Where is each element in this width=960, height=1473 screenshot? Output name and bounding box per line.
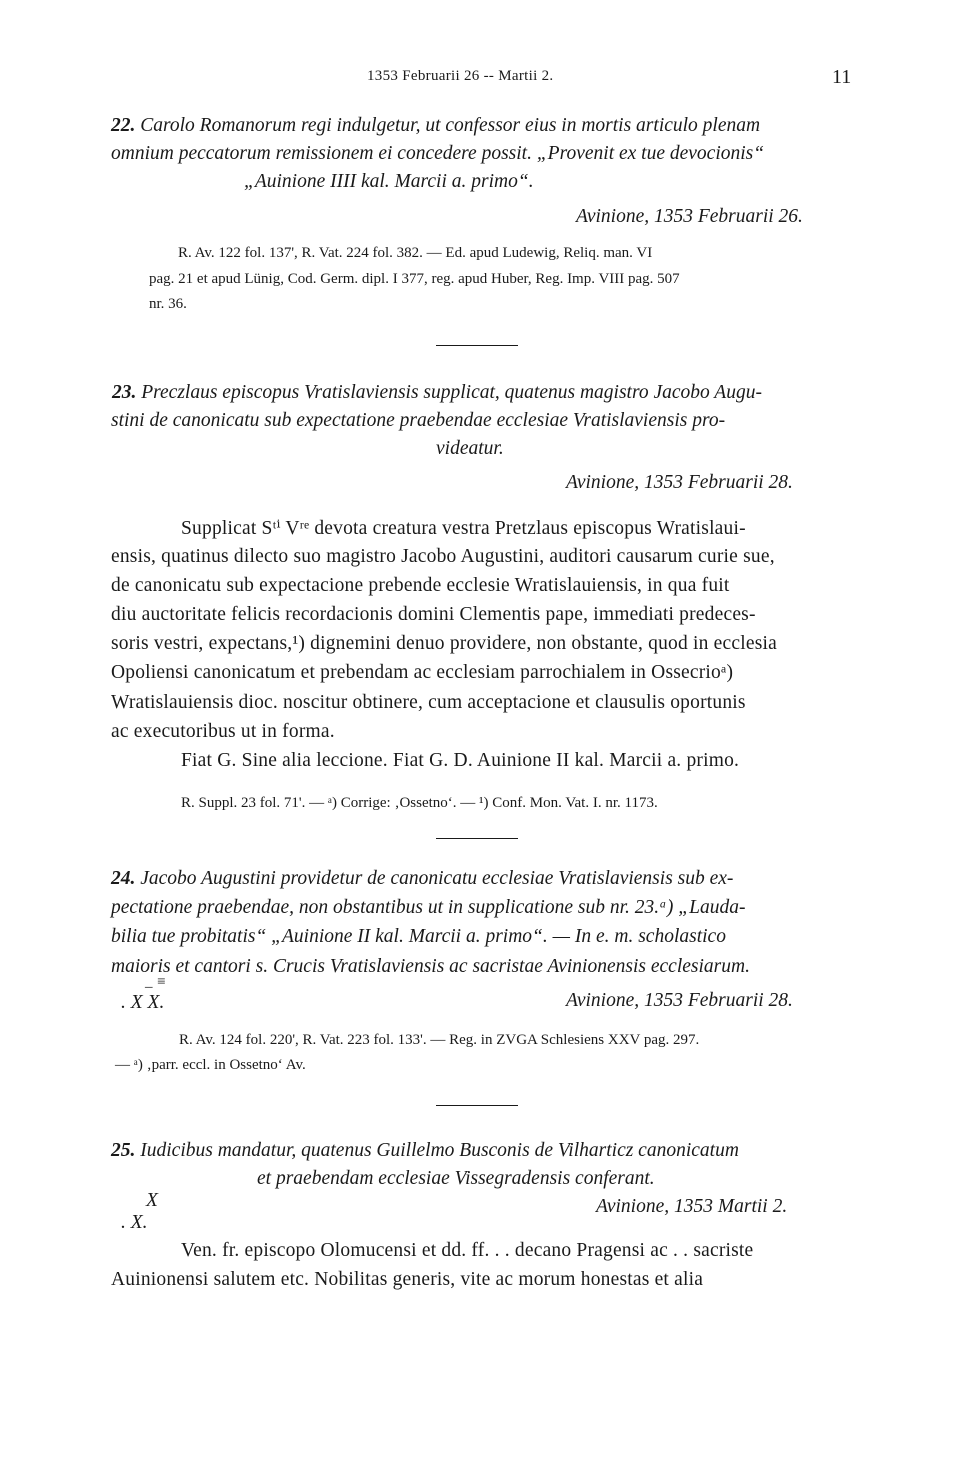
entry-24-source-2: — ᵃ) ‚parr. eccl. in Ossetno‘ Av. [115,1057,306,1073]
entry-25-line-2: et praebendam ecclesiae Vissegradensis conferant. [257,1168,655,1189]
entry-24-line-1 [111,868,733,890]
divider-3 [436,1105,518,1106]
entry-23-body-1: Supplicat Sᵗⁱ Vʳᵉ devota creatura vestra Pretzlaus episcopus Wratislaui- [181,518,746,539]
entry-22-place-date: Avinione, 1353 Februarii 26. [576,206,803,227]
entry-23-note: R. Suppl. 23 fol. 71'. — ᵃ) Corrige: ‚Ossetno‘. — ¹) Conf. Mon. Vat. I. nr. 1173. [181,795,658,811]
entry-24-place-date: Avinione, 1353 Februarii 28. [566,990,793,1011]
entry-23-body-4: diu auctoritate felicis recordacionis domini Clementis pape, immediati predeces- [111,604,756,625]
entry-22-source-2: pag. 21 et apud Lünig, Cod. Germ. dipl. I 377, reg. apud Huber, Reg. Imp. VIII pag. 507 [149,271,680,287]
entry-23-line-2: stini de canonicatu sub expectatione praebendae ecclesiae Vratislaviensis pro- [111,410,726,431]
entry-22-source-3: nr. 36. [149,296,187,312]
entry-23-line-3: videatur. [436,438,504,459]
entry-24-line-4: maioris et cantori s. Crucis Vratislaviensis ac sacristae Avinionensis ecclesiarum. [111,956,750,977]
page-number: 11 [832,66,852,88]
entry-24-mark-top: _ ≡ [145,974,167,990]
entry-25-title-1: Iudicibus mandatur, quatenus Guillelmo Busconis de Vilharticz canonicatum [140,1140,739,1161]
entry-22-source-1: R. Av. 122 fol. 137', R. Vat. 224 fol. 382. — Ed. apud Ludewig, Reliq. man. VI [178,245,653,261]
running-title: 1353 Februarii 26 -- Martii 2. [367,68,554,84]
entry-23-body-2: ensis, quatinus dilecto suo magistro Jacobo Augustini, auditori causarum curie sue, [111,546,775,567]
entry-22-line-1 [111,115,760,137]
entry-24-title-1: Jacobo Augustini providetur de canonicatu ecclesiae Vratislaviensis sub ex- [140,868,734,889]
entry-22-title-1: Carolo Romanorum regi indulgetur, ut confessor eius in mortis articulo plenam [140,115,761,136]
entry-24-line-3: bilia tue probitatis“ „Auinione II kal. Marcii a. primo“. — In e. m. scholastico [111,926,726,947]
entry-25-place-date: Avinione, 1353 Martii 2. [596,1196,788,1217]
entry-23-fiat: Fiat G. Sine alia leccione. Fiat G. D. Auinione II kal. Marcii a. primo. [181,750,740,771]
divider-2 [436,838,518,839]
entry-24-number: 24. [111,868,136,889]
entry-25-line-1 [111,1140,739,1162]
entry-23-body-3: de canonicatu sub expectacione prebende ecclesie Wratislauiensis, in qua fuit [111,575,730,596]
entry-23-number: 23. [112,382,137,403]
entry-23-body-8: ac executoribus ut in forma. [111,721,335,742]
entry-24-mark: . X X. [121,992,165,1013]
entry-24-source-1: R. Av. 124 fol. 220', R. Vat. 223 fol. 133'. — Reg. in ZVGA Schlesiens XXV pag. 297. [179,1032,700,1048]
entry-25-body-2: Auinionensi salutem etc. Nobilitas generis, vite ac morum honestas et alia [111,1269,704,1290]
entry-24-line-2: pectatione praebendae, non obstantibus ut in supplicatione sub nr. 23.ᵃ) „Lauda- [111,897,746,918]
entry-23-title-1: Preczlaus episcopus Vratislaviensis supplicat, quatenus magistro Jacobo Augu- [141,382,762,403]
entry-25-body-1: Ven. fr. episcopo Olomucensi et dd. ff. . . decano Pragensi ac . . sacriste [181,1240,754,1261]
entry-23-place-date: Avinione, 1353 Februarii 28. [566,472,793,493]
entry-23-body-7: Wratislauiensis dioc. noscitur obtinere, cum acceptacione et clausulis oportunis [111,692,746,713]
entry-23-body-6: Opoliensi canonicatum et prebendam ac ecclesiam parrochialem in Ossecrioᵃ) [111,662,734,683]
entry-22-line-2: omnium peccatorum remissionem ei concedere possit. „Provenit ex tue devocionis“ [111,143,765,164]
entry-22-line-3: „Auinione IIII kal. Marcii a. primo“. [244,171,534,192]
entry-23-body-5: soris vestri, expectans,¹) dignemini denuo providere, non obstante, quod in ecclesia [111,633,777,654]
entry-23-line-1 [112,382,762,404]
divider-1 [436,345,518,346]
entry-25-number: 25. [111,1140,136,1161]
entry-22-number: 22. [111,115,136,136]
entry-25-mark-2: . X. [121,1212,148,1233]
entry-25-mark-1: X [146,1190,158,1211]
